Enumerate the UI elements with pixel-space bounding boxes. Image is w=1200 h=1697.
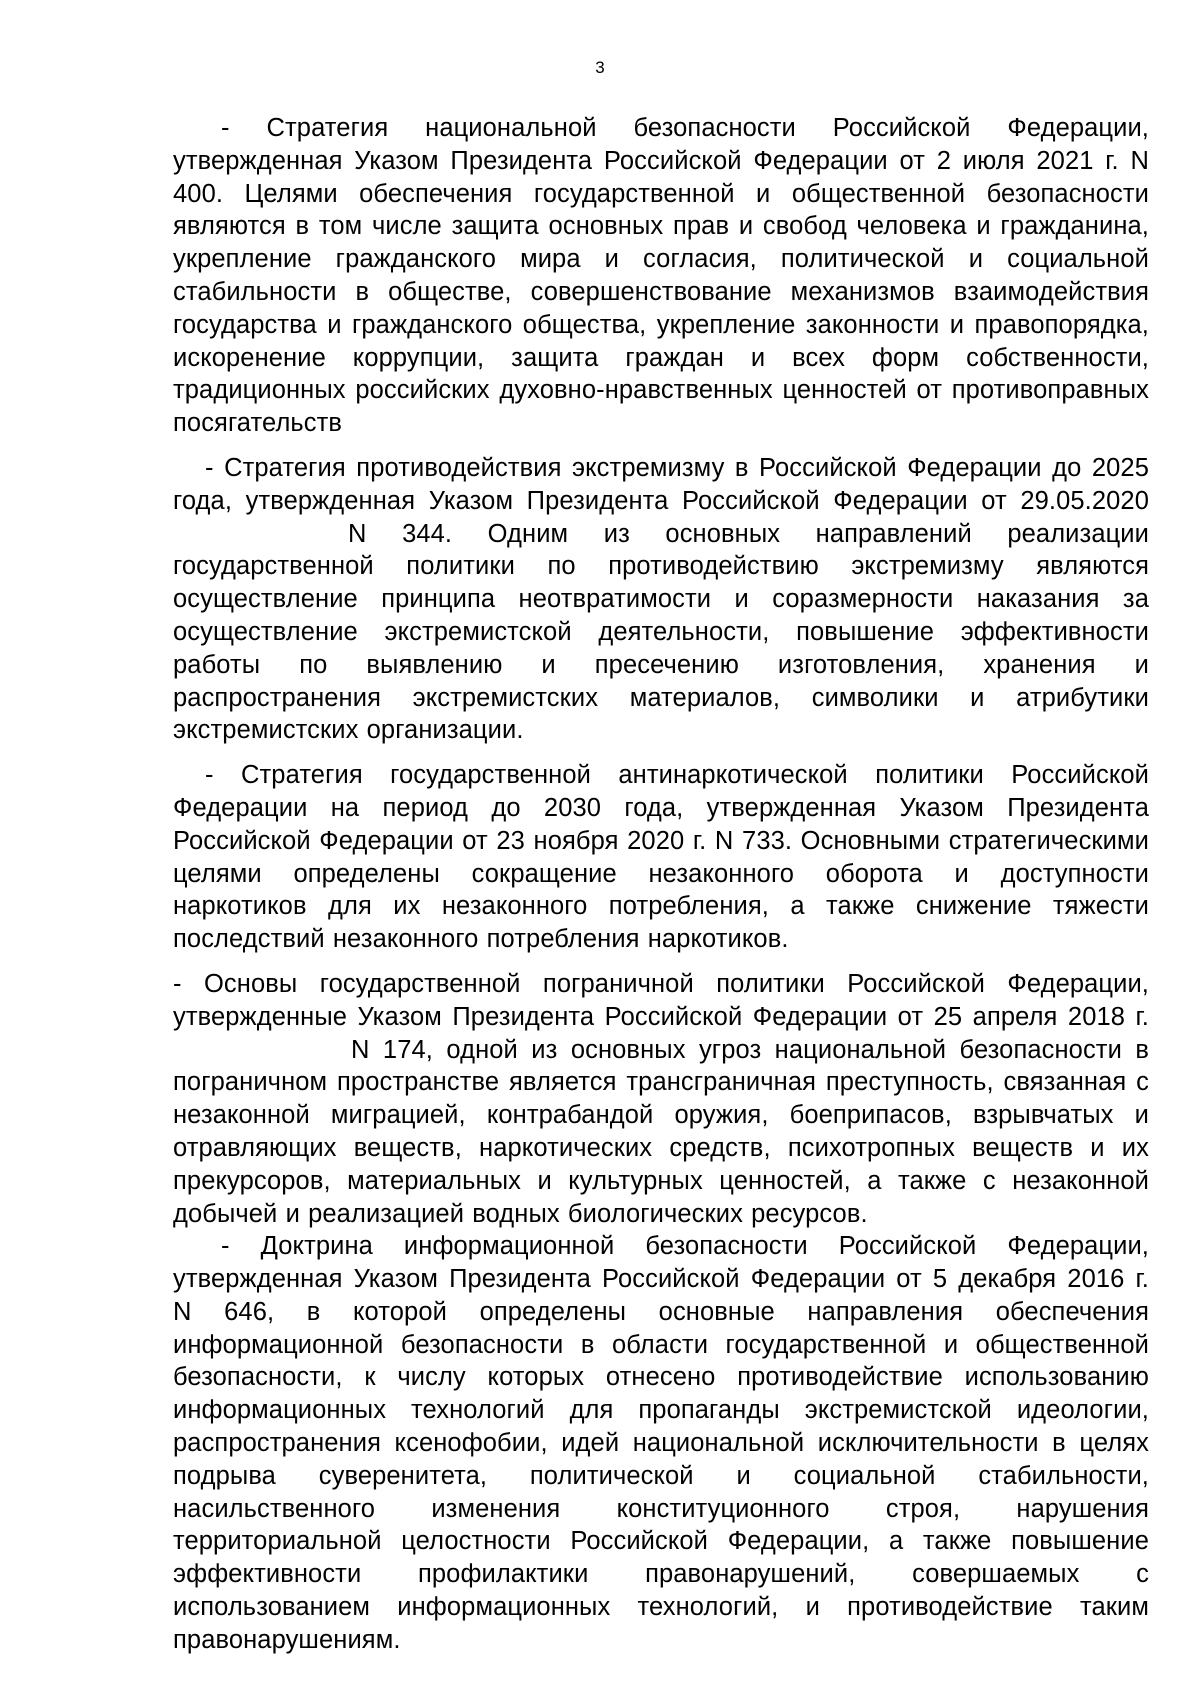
paragraph-text: - Основы государственной пограничной политики Российской Федерации, утвержденные Указом Президента Российской Федерации от 25 апреля 2018 г. [173,969,1149,1031]
paragraph-information-security-doctrine: - Доктрина информационной безопасности Российской Федерации, утвержденная Указом Президента Российской Федерации от 5 декабря 2016 г. N 646, в которой определены основные направления обеспечения информационной безопасности в области государственной и общественной безопасности, к числу которых отнесено противодействие использованию информационных технологий для пропаганды экстремистской идеологии, распространения ксенофобии, идей национальной исключительности в целях подрыва суверенитета, политической и социальной стабильности, насильственного изменения конституционного строя, нарушения территориальной целостности Российской Федерации, а также повышение эффективности профилактики правонарушений, совершаемых с использованием информационных технологий, и противодействие таким правонарушениям. [173,1232,1149,1654]
paragraph-text: - Стратегия противодействия экстремизму в Российской Федерации до 2025 года, утвержденная Указом Президента Российской Федерации от 29.05.2020 [173,453,1149,515]
page-number: 3 [595,58,605,77]
paragraph-extremism-strategy [173,452,1149,747]
paragraph-text: N 174, одной из основных угроз национальной безопасности в пограничном пространстве является трансграничная преступность, связанная с незаконной миграцией, контрабандой оружия, боеприпасов, взрывчатых и отравляющих веществ, наркотических средств, психотропных веществ и их прекурсоров, материальных и культурных ценностей, а также с незаконной добычей и реализацией водных биологических ресурсов. [173,1035,1149,1228]
paragraph-text: N 344. Одним из основных направлений реализации государственной политики по противодействию экстремизму являются осуществление принципа неотвратимости и соразмерности наказания за осуществление экстремистской деятельности, повышение эффективности работы по выявлению и пресечению изготовления, хранения и распространения экстремистских материалов, символики и атрибутики экстремистских организации. [173,519,1149,745]
document-body [173,112,1149,1657]
paragraph-border-policy [173,968,1149,1230]
paragraph-national-security-strategy: - Стратегия национальной безопасности Российской Федерации, утвержденная Указом Президента Российской Федерации от 2 июля 2021 г. N 400. Целями обеспечения государственной и общественной безопасности являются в том числе защита основных прав и свобод человека и гражданина, укрепление гражданского мира и согласия, политической и социальной стабильности в обществе, совершенствование механизмов взаимодействия государства и гражданского общества, укрепление законности и правопорядка, искоренение коррупции, защита граждан и всех форм собственности, традиционных российских духовно-нравственных ценностей от противоправных посягательств [173,114,1149,438]
paragraph-antidrug-strategy: - Стратегия государственной антинаркотической политики Российской Федерации на период до 2030 года, утвержденная Указом Президента Российской Федерации от 23 ноября 2020 г. N 733. Основными стратегическими целями определены сокращение незаконного оборота и доступности наркотиков для их незаконного потребления, а также снижение тяжести последствий незаконного потребления наркотиков. [173,761,1149,954]
